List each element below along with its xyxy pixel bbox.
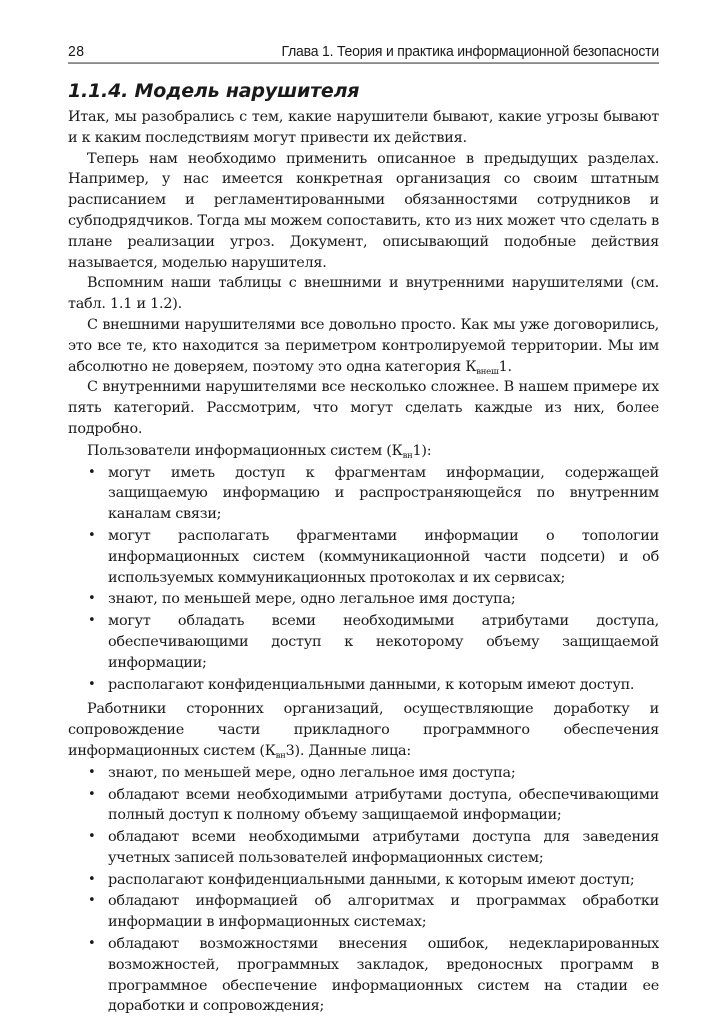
bullet-icon: •	[88, 829, 96, 845]
list-item-text: обладают информацией об алгоритмах и программах обработки информации в информационных системах;	[108, 893, 659, 931]
bullet-icon: •	[88, 527, 96, 543]
list-item	[68, 589, 659, 610]
paragraph-text: 1.	[498, 358, 512, 375]
subscript: вн	[402, 450, 413, 461]
paragraph-text: Работники сторонних организаций, осуществляющие доработку и сопровождение части прикладного программного обеспечения информационных систем (К	[68, 701, 659, 759]
paragraph: Итак, мы разобрались с тем, какие нарушители бывают, какие угрозы бывают и к каким последствиям могут привести их действия.	[68, 109, 659, 146]
list-item-text: обладают возможностями внесения ошибок, недекларированных возможностей, программных закладок, вредоносных программ в программное обеспечение информационных систем на стадии ее доработки и сопровождения;	[108, 936, 659, 1015]
bullet-list-users	[68, 463, 659, 696]
bullet-icon: •	[88, 786, 96, 802]
bullet-icon: •	[88, 764, 96, 780]
bullet-icon: •	[88, 613, 96, 629]
bullet-icon: •	[88, 893, 96, 909]
list-item	[68, 463, 659, 525]
subscript: вн	[275, 750, 286, 761]
paragraph-text: Пользователи информационных систем (К	[87, 442, 403, 459]
body-text	[68, 107, 659, 1017]
paragraph: Теперь нам необходимо применить описанное в предыдущих разделах. Например, у нас имеется конкретная организация со своим штатным расписанием и регламентированными обязанностями сотрудников и субподрядчиков. Тогда мы можем сопоставить, кто из них может что сделать в плане реализации угроз. Документ, описывающий подобные действия называется, моделью нарушителя.	[68, 150, 659, 271]
bullet-icon: •	[88, 464, 96, 480]
chapter-title: Глава 1. Теория и практика информационной безопасности	[281, 42, 659, 60]
list-item	[68, 675, 659, 696]
list-item-text: обладают всеми необходимыми атрибутами доступа для заведения учетных записей пользователей информационных систем;	[108, 829, 659, 866]
paragraph: С внутренними нарушителями все несколько сложнее. В нашем примере их пять категорий. Рассмотрим, что могут сделать каждые из них, более подробно.	[68, 379, 659, 437]
list-item-text: располагают конфиденциальными данными, к которым имеют доступ;	[108, 871, 635, 888]
list-item-text: могут иметь доступ к фрагментам информации, содержащей защищаемую информацию и распространяющейся по внутренним каналам связи;	[108, 464, 659, 523]
list-item	[68, 785, 659, 827]
paragraph-text: 1):	[412, 442, 432, 459]
list-item	[68, 870, 659, 891]
list-item	[68, 526, 659, 588]
paragraph	[68, 315, 659, 377]
bullet-icon: •	[88, 676, 96, 692]
list-item	[68, 611, 659, 673]
list-item-text: знают, по меньшей мере, одно легальное имя доступа;	[108, 764, 516, 781]
paragraph: Вспомним наши таблицы с внешними и внутренними нарушителями (см. табл. 1.1 и 1.2).	[68, 275, 659, 313]
list-item-text: могут обладать всеми необходимыми атрибутами доступа, обеспечивающими доступ к некоторому объему защищаемой информации;	[108, 613, 659, 671]
running-head	[68, 39, 659, 63]
paragraph-text: С внешними нарушителями все довольно просто. Как мы уже договорились, это все те, кто находится за периметром контролируемой территории. Мы им абсолютно не доверяем, поэтому это одна категория К	[68, 316, 659, 375]
list-item-text: могут располагать фрагментами информации о топологии информационных систем (коммуникационной части подсети) и об используемых коммуникационных протоколах и их сервисах;	[108, 527, 659, 586]
page-number: 28	[68, 42, 85, 60]
list-item	[68, 891, 659, 933]
list-item-text: обладают всеми необходимыми атрибутами доступа, обеспечивающими полный доступ к полному объему защищаемой информации;	[108, 786, 659, 824]
bullet-icon: •	[88, 936, 96, 952]
paragraph-text: 3). Данные лица:	[285, 742, 411, 759]
bullet-list-contractors	[68, 763, 659, 1017]
list-item	[68, 763, 659, 784]
paragraph	[68, 441, 659, 462]
subscript: внеш	[476, 366, 499, 377]
list-item	[68, 934, 659, 1017]
paragraph	[68, 699, 659, 761]
list-item-text: знают, по меньшей мере, одно легальное имя доступа;	[108, 591, 516, 608]
bullet-icon: •	[88, 591, 96, 607]
list-item	[68, 827, 659, 869]
section-heading: 1.1.4. Модель нарушителя	[68, 80, 360, 102]
bullet-icon: •	[88, 871, 96, 887]
list-item-text: располагают конфиденциальными данными, к которым имеют доступ.	[108, 676, 635, 693]
